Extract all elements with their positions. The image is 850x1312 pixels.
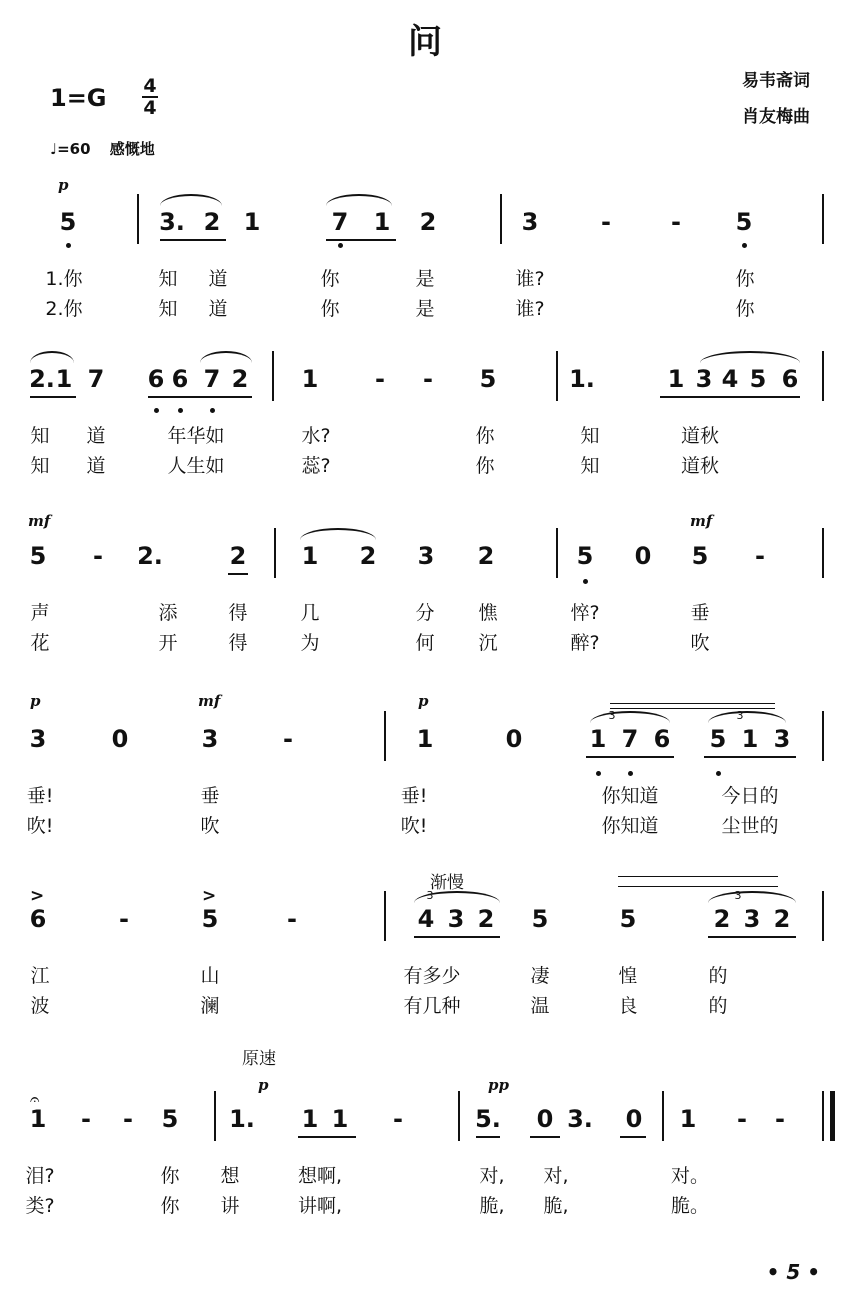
lyric-verse2: 知 — [30, 455, 50, 477]
barline — [822, 351, 824, 401]
lyric-verse2: 温 — [530, 995, 550, 1017]
note: - — [423, 365, 433, 393]
lyric-verse1: 声 — [30, 602, 50, 624]
barline — [274, 528, 276, 578]
lyric-verse2: 的 — [708, 995, 728, 1017]
note: 6 — [781, 365, 799, 393]
note: 5 — [531, 905, 549, 933]
barline — [830, 1091, 835, 1141]
beat-underline — [298, 1136, 356, 1138]
lyric-verse2: 得 — [228, 632, 248, 654]
note: 0 — [111, 725, 129, 753]
lyric-verse1: 今日的 — [721, 785, 779, 807]
lyric-verse1: 你知道 — [601, 785, 659, 807]
note: 1. — [569, 365, 595, 393]
lyric-verse2: 开 — [158, 632, 178, 654]
note: 1 — [29, 1105, 47, 1133]
octave-dot — [583, 579, 588, 584]
note: 5 — [619, 905, 637, 933]
accent-mark: > — [202, 886, 217, 906]
lyric-verse1: 道 — [208, 268, 228, 290]
barline — [458, 1091, 460, 1141]
barline — [384, 711, 386, 761]
note: 1 — [301, 1105, 319, 1133]
lyric-verse1: 添 — [158, 602, 178, 624]
note: 2 — [419, 208, 437, 236]
time-sig-bottom: 4 — [143, 97, 157, 119]
composer-credit: 肖友梅曲 — [742, 107, 810, 127]
hairpin-line — [610, 708, 775, 709]
note: 1 — [55, 365, 73, 393]
time-signature — [142, 76, 158, 118]
lyric-verse1: 垂 — [690, 602, 710, 624]
note: 3 — [743, 905, 761, 933]
lyric-verse2: 脆。 — [670, 1195, 710, 1217]
lyric-verse2: 谁? — [515, 298, 545, 320]
note: 1 — [416, 725, 434, 753]
key-signature: 1=G — [50, 84, 107, 112]
lyric-verse1: 你 — [160, 1165, 180, 1187]
triplet-mark: 3 — [608, 709, 616, 722]
note: 0 — [536, 1105, 554, 1133]
lyric-verse1: 山 — [200, 965, 220, 987]
note: 5. — [475, 1105, 501, 1133]
beat-underline — [660, 396, 800, 398]
barline — [822, 194, 824, 244]
lyric-verse2: 你 — [320, 298, 340, 320]
lyric-verse1: 你 — [475, 425, 495, 447]
note: 5 — [161, 1105, 179, 1133]
dynamic-pp: pp — [488, 1076, 509, 1094]
dynamic-p: p — [258, 1076, 269, 1094]
lyric-verse1: 分 — [415, 602, 435, 624]
beat-underline — [476, 1136, 500, 1138]
beat-underline — [326, 239, 396, 241]
slur — [590, 711, 670, 723]
note: 5 — [29, 542, 47, 570]
note: - — [287, 905, 297, 933]
lyric-verse1: 悴? — [570, 602, 600, 624]
slur — [30, 351, 74, 363]
lyric-verse2: 知 — [158, 298, 178, 320]
note: 3. — [159, 208, 185, 236]
note: 1. — [229, 1105, 255, 1133]
hairpin-line — [618, 886, 778, 887]
lyricist-credit: 易韦斋词 — [742, 71, 810, 91]
lyric-verse1: 是 — [415, 268, 435, 290]
octave-dot — [628, 771, 633, 776]
note: 5 — [749, 365, 767, 393]
lyric-verse2: 你 — [735, 298, 755, 320]
beat-underline — [414, 936, 500, 938]
lyric-verse1: 江 — [30, 965, 50, 987]
note: 6 — [171, 365, 189, 393]
lyric-verse2: 蕊? — [301, 455, 331, 477]
accent-mark: > — [30, 886, 45, 906]
note: 5 — [735, 208, 753, 236]
barline — [822, 891, 824, 941]
note: 6 — [29, 905, 47, 933]
note: 2. — [137, 542, 163, 570]
slur — [160, 194, 222, 206]
note: 1 — [679, 1105, 697, 1133]
barline — [556, 351, 558, 401]
lyric-verse2: 是 — [415, 298, 435, 320]
lyric-verse2: 脆, — [543, 1195, 569, 1217]
beat-underline — [704, 756, 796, 758]
lyric-verse1: 谁? — [515, 268, 545, 290]
beat-underline — [30, 396, 76, 398]
beat-underline — [708, 936, 796, 938]
time-sig-top: 4 — [143, 75, 157, 97]
a-tempo-marking: 原速 — [242, 1049, 276, 1069]
dynamic-mf: mf — [198, 692, 221, 710]
lyric-verse1: 对, — [479, 1165, 505, 1187]
beat-underline — [228, 573, 248, 575]
lyric-verse2: 讲啊, — [297, 1195, 343, 1217]
lyric-verse2: 人生如 — [167, 455, 225, 477]
note: 0 — [505, 725, 523, 753]
lyric-verse2: 良 — [618, 995, 638, 1017]
triplet-mark: 3 — [736, 709, 744, 722]
note: 3 — [521, 208, 539, 236]
note: - — [93, 542, 103, 570]
ritard-marking: 渐慢 — [430, 873, 464, 893]
lyric-verse1: 对, — [543, 1165, 569, 1187]
beat-underline — [530, 1136, 560, 1138]
lyric-verse1: 凄 — [530, 965, 550, 987]
lyric-verse2: 波 — [30, 995, 50, 1017]
note: 2 — [477, 542, 495, 570]
note: 3 — [417, 542, 435, 570]
octave-dot — [178, 408, 183, 413]
lyric-verse1: 对。 — [670, 1165, 710, 1187]
note: 3 — [447, 905, 465, 933]
lyric-verse2: 澜 — [200, 995, 220, 1017]
lyric-verse2: 道 — [208, 298, 228, 320]
note: 0 — [634, 542, 652, 570]
note: - — [755, 542, 765, 570]
lyric-verse1: 几 — [300, 602, 320, 624]
lyric-verse2: 你 — [475, 455, 495, 477]
lyric-verse2: 你 — [160, 1195, 180, 1217]
note: 2 — [477, 905, 495, 933]
fermata-mark: 𝄐 — [30, 1090, 40, 1110]
lyric-verse1: 知 — [158, 268, 178, 290]
lyric-verse2: 吹 — [200, 815, 220, 837]
note: - — [123, 1105, 133, 1133]
lyric-verse2: 吹! — [26, 815, 54, 837]
triplet-mark: 3 — [426, 889, 434, 902]
note: 5 — [479, 365, 497, 393]
octave-dot — [66, 243, 71, 248]
note: 2 — [203, 208, 221, 236]
beat-underline — [160, 239, 226, 241]
dynamic-p: p — [418, 692, 429, 710]
note: - — [283, 725, 293, 753]
slur — [708, 711, 786, 723]
lyric-verse2: 讲 — [220, 1195, 240, 1217]
note: 3. — [567, 1105, 593, 1133]
tempo-bpm: ♩=60 — [50, 140, 91, 158]
barline — [500, 194, 502, 244]
lyric-verse1: 道 — [86, 425, 106, 447]
note: - — [393, 1105, 403, 1133]
note: 7 — [87, 365, 105, 393]
lyric-verse2: 类? — [25, 1195, 55, 1217]
barline — [822, 711, 824, 761]
octave-dot — [596, 771, 601, 776]
lyric-verse2: 知 — [580, 455, 600, 477]
note: 7 — [621, 725, 639, 753]
lyric-verse2: 脆, — [479, 1195, 505, 1217]
note: 1 — [301, 542, 319, 570]
note: 3 — [29, 725, 47, 753]
note: 5 — [201, 905, 219, 933]
slur — [300, 528, 376, 540]
barline — [556, 528, 558, 578]
octave-dot — [338, 243, 343, 248]
note: 1 — [301, 365, 319, 393]
lyric-verse1: 垂! — [400, 785, 428, 807]
note: 6 — [147, 365, 165, 393]
note: 5 — [59, 208, 77, 236]
octave-dot — [742, 243, 747, 248]
lyric-verse2: 吹! — [400, 815, 428, 837]
octave-dot — [154, 408, 159, 413]
note: 1 — [589, 725, 607, 753]
beat-underline — [586, 756, 674, 758]
lyric-verse1: 惶 — [618, 965, 638, 987]
lyric-verse2: 你知道 — [601, 815, 659, 837]
note: 1 — [373, 208, 391, 236]
tempo-expression: 感慨地 — [109, 140, 155, 158]
lyric-verse1: 1.你 — [45, 268, 83, 290]
note: 5 — [691, 542, 709, 570]
note: - — [375, 365, 385, 393]
beat-underline — [620, 1136, 646, 1138]
note: 1 — [331, 1105, 349, 1133]
barline — [822, 528, 824, 578]
note: 2 — [713, 905, 731, 933]
barline — [384, 891, 386, 941]
slur — [200, 351, 252, 363]
lyric-verse1: 垂 — [200, 785, 220, 807]
lyric-verse2: 尘世的 — [721, 815, 779, 837]
note: - — [81, 1105, 91, 1133]
lyric-verse2: 道秋 — [680, 455, 720, 477]
lyric-verse2: 吹 — [690, 632, 710, 654]
hairpin-line — [618, 876, 778, 877]
lyric-verse1: 的 — [708, 965, 728, 987]
note: 1 — [243, 208, 261, 236]
note: 5 — [576, 542, 594, 570]
lyric-verse2: 为 — [300, 632, 320, 654]
lyric-verse2: 道 — [86, 455, 106, 477]
note: 7 — [331, 208, 349, 236]
note: - — [671, 208, 681, 236]
note: 6 — [653, 725, 671, 753]
song-title: 问 — [408, 22, 442, 62]
lyric-verse1: 想啊, — [297, 1165, 343, 1187]
note: 4 — [721, 365, 739, 393]
slur — [326, 194, 392, 206]
note: 4 — [417, 905, 435, 933]
octave-dot — [210, 408, 215, 413]
note: 3 — [773, 725, 791, 753]
barline — [662, 1091, 664, 1141]
dynamic-p: p — [58, 176, 69, 194]
octave-dot — [716, 771, 721, 776]
note: 2 — [231, 365, 249, 393]
lyric-verse2: 何 — [415, 632, 435, 654]
note: 2 — [359, 542, 377, 570]
note: 2 — [229, 542, 247, 570]
triplet-mark: 3 — [734, 889, 742, 902]
note: 2. — [29, 365, 55, 393]
slur — [708, 891, 796, 903]
page-number: • 5 • — [766, 1260, 820, 1284]
lyric-verse2: 花 — [30, 632, 50, 654]
lyric-verse1: 道秋 — [680, 425, 720, 447]
slur — [700, 351, 800, 363]
dynamic-p: p — [30, 692, 41, 710]
lyric-verse1: 你 — [735, 268, 755, 290]
note: 2 — [773, 905, 791, 933]
barline — [272, 351, 274, 401]
lyric-verse1: 知 — [580, 425, 600, 447]
note: 7 — [203, 365, 221, 393]
lyric-verse1: 憔 — [478, 602, 498, 624]
dynamic-mf: mf — [28, 512, 51, 530]
note: 3 — [695, 365, 713, 393]
barline — [214, 1091, 216, 1141]
lyric-verse2: 2.你 — [45, 298, 83, 320]
note: - — [119, 905, 129, 933]
note: 1 — [667, 365, 685, 393]
lyric-verse1: 垂! — [26, 785, 54, 807]
lyric-verse1: 水? — [301, 425, 331, 447]
note: 1 — [741, 725, 759, 753]
barline — [822, 1091, 824, 1141]
lyric-verse1: 想 — [220, 1165, 240, 1187]
lyric-verse1: 知 — [30, 425, 50, 447]
note: - — [737, 1105, 747, 1133]
note: 0 — [625, 1105, 643, 1133]
lyric-verse1: 你 — [320, 268, 340, 290]
barline — [137, 194, 139, 244]
note: 5 — [709, 725, 727, 753]
lyric-verse2: 沉 — [478, 632, 498, 654]
beat-underline — [148, 396, 252, 398]
lyric-verse1: 有多少 — [403, 965, 461, 987]
dynamic-mf: mf — [690, 512, 713, 530]
tempo-marking — [50, 138, 155, 159]
lyric-verse2: 有几种 — [403, 995, 461, 1017]
lyric-verse1: 泪? — [25, 1165, 55, 1187]
lyric-verse1: 得 — [228, 602, 248, 624]
hairpin-line — [610, 703, 775, 704]
note: - — [601, 208, 611, 236]
lyric-verse2: 醉? — [570, 632, 600, 654]
note: 3 — [201, 725, 219, 753]
note: - — [775, 1105, 785, 1133]
lyric-verse1: 年华如 — [167, 425, 225, 447]
